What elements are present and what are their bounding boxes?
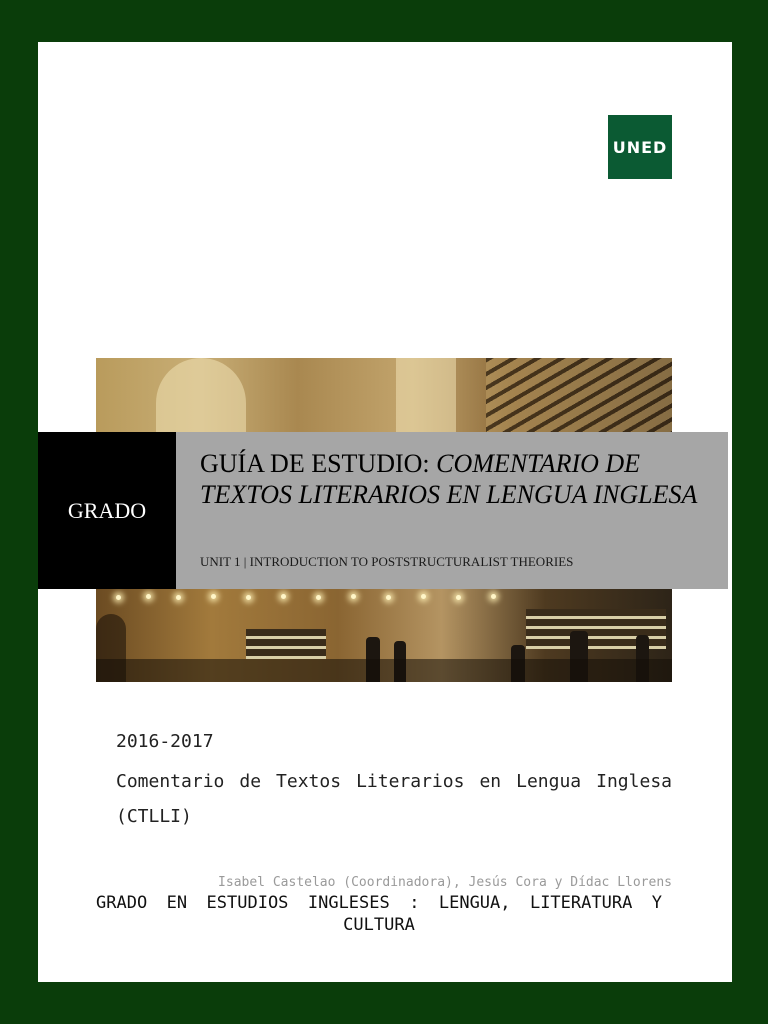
guide-title <box>200 448 715 510</box>
authors-line: Isabel Castelao (Coordinadora), Jesús Cora y Dídac Llorens <box>218 875 672 890</box>
academic-year: 2016-2017 <box>116 731 214 752</box>
degree-name: GRADO EN ESTUDIOS INGLESES : LENGUA, LITERATURA Y CULTURA <box>96 893 662 935</box>
title-course-name: COMENTARIO DE TEXTOS LITERARIOS EN LENGUA INGLESA <box>200 449 698 509</box>
grado-label: GRADO <box>38 432 176 589</box>
unit-subtitle: UNIT 1 | INTRODUCTION TO POSTSTRUCTURALIST THEORIES <box>200 554 574 569</box>
title-prefix: GUÍA DE ESTUDIO: <box>200 449 437 478</box>
title-banner <box>176 432 728 589</box>
document-page <box>38 42 732 982</box>
course-name: Comentario de Textos Literarios en Lengua Inglesa (CTLLI) <box>116 771 672 827</box>
library-photo-top <box>96 358 672 432</box>
uned-logo: UNED <box>608 115 672 179</box>
library-photo-bottom <box>96 589 672 682</box>
